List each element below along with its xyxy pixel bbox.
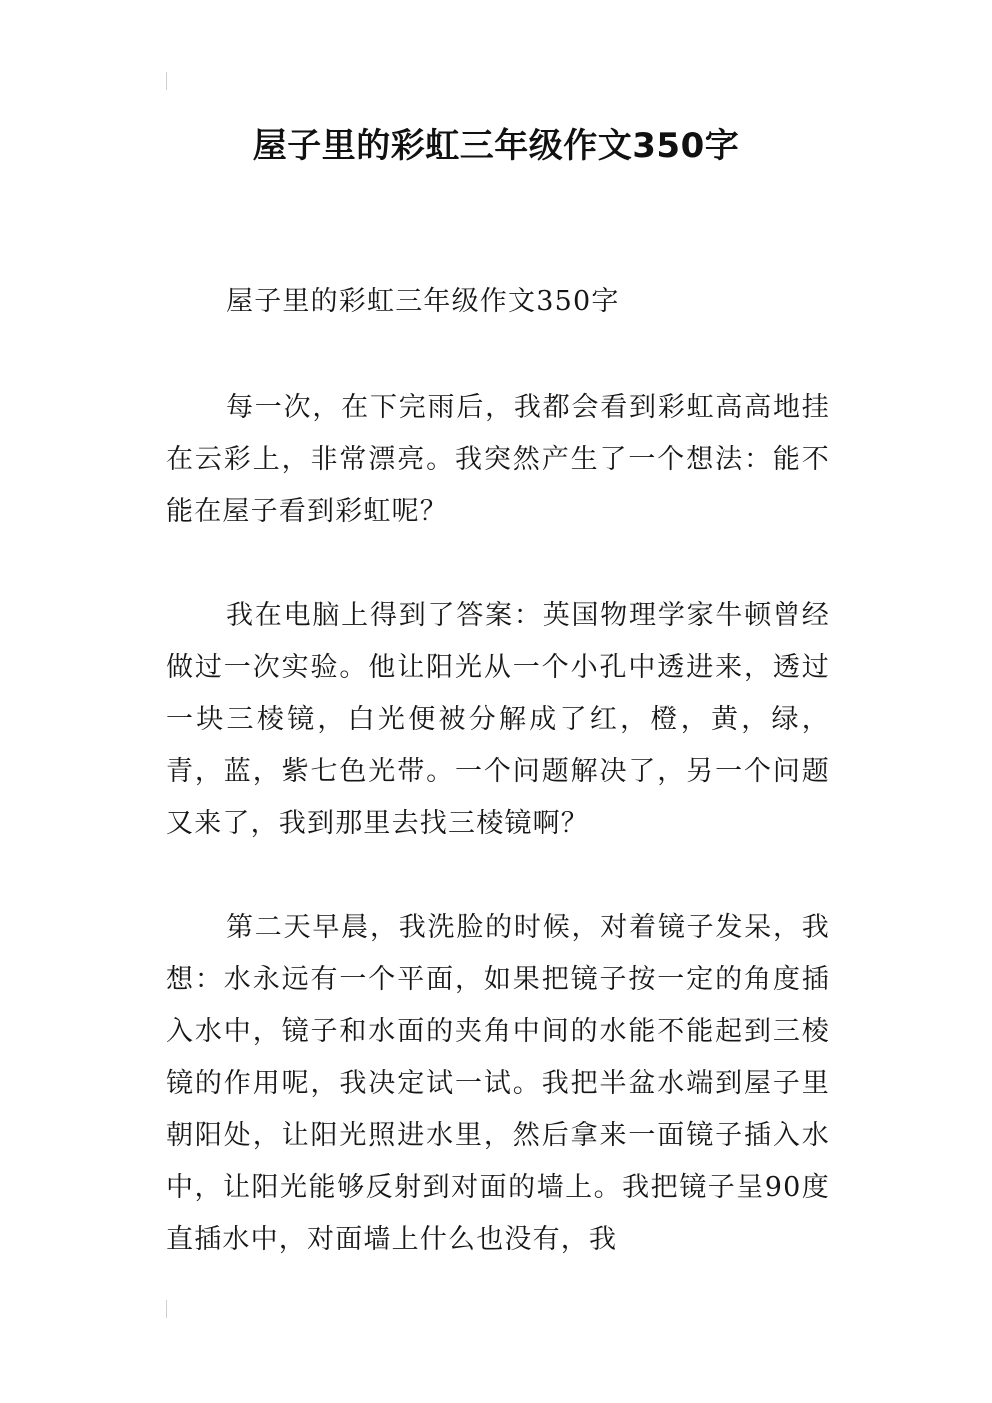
- paragraph-1: 每一次，在下完雨后，我都会看到彩虹高高地挂在云彩上，非常漂亮。我突然产生了一个想法：能不能在屋子看到彩虹呢？: [166, 392, 830, 527]
- page-corner-mark-bottom: [166, 1300, 167, 1318]
- document-subtitle: 屋子里的彩虹三年级作文350字: [226, 286, 620, 317]
- paragraph-3: 第二天早晨，我洗脸的时候，对着镜子发呆，我想：水永远有一个平面，如果把镜子按一定的角度插入水中，镜子和水面的夹角中间的水能不能起到三棱镜的作用呢，我决定试一试。我把半盆水端到屋子里朝阳处，让阳光照进水里，然后拿来一面镜子插入水中，让阳光能够反射到对面的墙上。我把镜子呈90度直插水中，对面墙上什么也没有，我: [166, 912, 830, 1255]
- paragraph-2: 我在电脑上得到了答案：英国物理学家牛顿曾经做过一次实验。他让阳光从一个小孔中透进来，透过一块三棱镜，白光便被分解成了红，橙，黄，绿，青，蓝，紫七色光带。一个问题解决了，另一个问题又来了，我到那里去找三棱镜啊？: [166, 600, 830, 839]
- page-corner-mark-top: [166, 72, 167, 90]
- document-title: 屋子里的彩虹三年级作文350字: [252, 126, 740, 166]
